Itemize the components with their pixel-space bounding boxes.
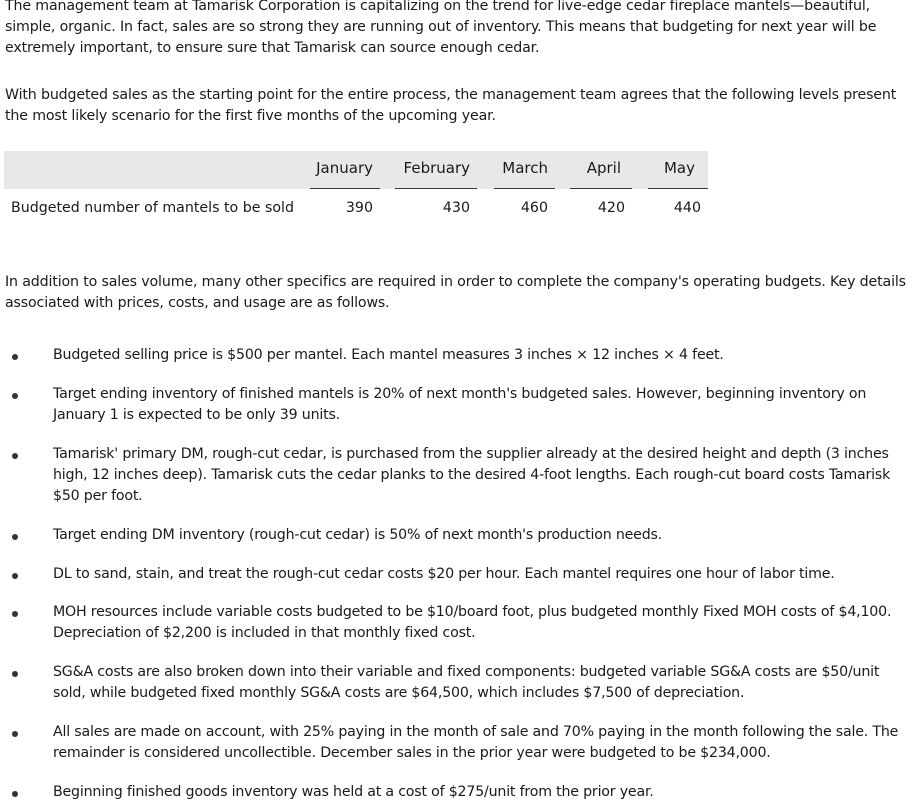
- column-underline: [395, 188, 477, 189]
- bullet-icon: [12, 393, 18, 399]
- table-cell-may: 440: [673, 200, 701, 216]
- column-underline: [494, 188, 555, 189]
- column-header-may: May: [663, 159, 695, 177]
- bullet-icon: [12, 611, 18, 617]
- list-item-text: Budgeted selling price is $500 per mantel. Each mantel measures 3 inches × 12 inches × 4 feet.: [53, 347, 724, 363]
- bullet-icon: [12, 354, 18, 360]
- list-item-text: Target ending inventory of finished mantels is 20% of next month's budgeted sales. However, beginning inventory on January 1 is expected to be only 39 units.: [53, 386, 867, 423]
- column-header-january: January: [316, 159, 373, 177]
- bullet-icon: [12, 573, 18, 579]
- bullet-icon: [12, 453, 18, 459]
- table-cell-february: 430: [442, 200, 470, 216]
- column-underline: [570, 188, 632, 189]
- bullet-icon: [12, 671, 18, 677]
- list-item-text: DL to sand, stain, and treat the rough-cut cedar costs $20 per hour. Each mantel requires one hour of labor time.: [53, 566, 835, 582]
- bullet-icon: [12, 731, 18, 737]
- row-label-budgeted-mantels: Budgeted number of mantels to be sold: [11, 200, 294, 216]
- list-item-text: SG&A costs are also broken down into their variable and fixed components: budgeted variable SG&A costs are $50/unit sold, while budgeted fixed monthly SG&A costs are $64,500, which includes $7,500 of depreciation.: [53, 664, 880, 701]
- table-cell-march: 460: [520, 200, 548, 216]
- list-item-text: Target ending DM inventory (rough-cut cedar) is 50% of next month's production needs.: [53, 527, 663, 543]
- list-item-text: Beginning finished goods inventory was held at a cost of $275/unit from the prior year.: [53, 784, 654, 800]
- list-item-text: Tamarisk' primary DM, rough-cut cedar, is purchased from the supplier already at the desired height and depth (3 inches high, 12 inches deep). Tamarisk cuts the cedar planks to the desired 4-foot lengths. Each rough-cut board costs Tamarisk $50 per foot.: [53, 446, 891, 504]
- intro-paragraph-2: With budgeted sales as the starting point for the entire process, the management team agrees that the following levels present the most likely scenario for the first five months of the upcoming year.: [5, 87, 897, 124]
- table-cell-january: 390: [345, 200, 373, 216]
- intro-paragraph-1: The management team at Tamarisk Corporation is capitalizing on the trend for live-edge cedar fireplace mantels—beautiful, simple, organic. In fact, sales are so strong they are running out of inventory. This means that budgeting for next year will be extremely important, to ensure sure that Tamarisk can source enough cedar.: [5, 0, 877, 56]
- bullet-icon: [12, 791, 18, 797]
- column-header-february: February: [403, 159, 470, 177]
- list-item-text: MOH resources include variable costs budgeted to be $10/board foot, plus budgeted monthly Fixed MOH costs of $4,100. Depreciation of $2,200 is included in that monthly fixed cost.: [53, 604, 892, 641]
- column-header-march: March: [502, 159, 548, 177]
- column-underline: [310, 188, 380, 189]
- bullet-icon: [12, 534, 18, 540]
- details-intro-paragraph: In addition to sales volume, many other specifics are required in order to complete the company's operating budgets. Key details associated with prices, costs, and usage are as follows.: [5, 274, 906, 311]
- column-underline: [648, 188, 708, 189]
- table-cell-april: 420: [597, 200, 625, 216]
- column-header-april: April: [586, 159, 621, 177]
- list-item-text: All sales are made on account, with 25% paying in the month of sale and 70% paying in the month following the sale. The remainder is considered uncollectible. December sales in the prior year were budgeted to be $234,000.: [53, 724, 899, 761]
